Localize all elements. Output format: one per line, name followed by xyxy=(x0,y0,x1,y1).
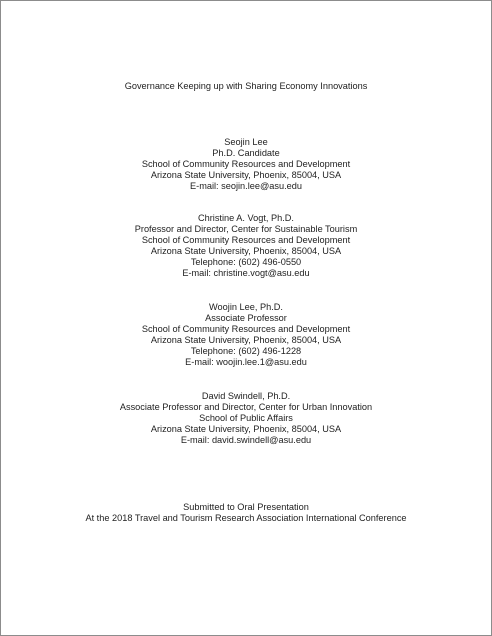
author-department: School of Community Resources and Development xyxy=(141,324,351,334)
author-name: Woojin Lee, Ph.D. xyxy=(209,302,283,312)
author-email: E-mail: christine.vogt@asu.edu xyxy=(182,268,310,278)
author-position: Associate Professor and Director, Center for Urban Innovation xyxy=(119,402,373,412)
author-position: Ph.D. Candidate xyxy=(212,148,280,158)
author-department: School of Community Resources and Development xyxy=(141,235,351,245)
author-telephone: Telephone: (602) 496-1228 xyxy=(190,346,302,356)
author-position: Associate Professor xyxy=(205,313,287,323)
submission-note xyxy=(1,502,491,524)
author-position: Professor and Director, Center for Sustainable Tourism xyxy=(134,224,358,234)
author-name: Seojin Lee xyxy=(224,137,268,147)
author-block-1 xyxy=(1,137,491,192)
author-telephone: Telephone: (602) 496-0550 xyxy=(190,257,302,267)
author-email: E-mail: david.swindell@asu.edu xyxy=(180,435,312,445)
author-department: School of Community Resources and Development xyxy=(141,159,351,169)
author-email: E-mail: woojin.lee.1@asu.edu xyxy=(185,357,307,367)
paper-title: Governance Keeping up with Sharing Economy Innovations xyxy=(124,81,368,91)
submission-line-2: At the 2018 Travel and Tourism Research Association International Conference xyxy=(85,513,407,523)
author-institution: Arizona State University, Phoenix, 85004, USA xyxy=(150,170,342,180)
author-block-2 xyxy=(1,213,491,279)
author-name: David Swindell, Ph.D. xyxy=(201,391,291,401)
author-email: E-mail: seojin.lee@asu.edu xyxy=(190,181,302,191)
author-name: Christine A. Vogt, Ph.D. xyxy=(197,213,294,223)
author-department: School of Public Affairs xyxy=(199,413,293,423)
author-block-3 xyxy=(1,302,491,368)
author-institution: Arizona State University, Phoenix, 85004, USA xyxy=(150,424,342,434)
author-institution: Arizona State University, Phoenix, 85004, USA xyxy=(150,246,342,256)
submission-line-1: Submitted to Oral Presentation xyxy=(183,502,309,512)
author-block-4 xyxy=(1,391,491,446)
author-institution: Arizona State University, Phoenix, 85004, USA xyxy=(150,335,342,345)
